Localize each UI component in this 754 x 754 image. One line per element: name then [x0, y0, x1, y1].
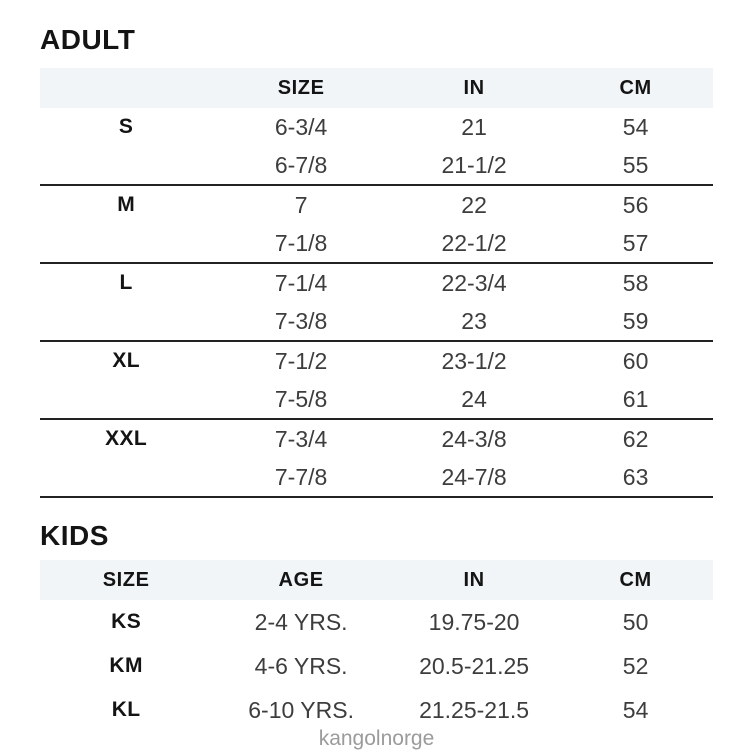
cm-cell: 58 [622, 269, 649, 296]
table-row [40, 302, 713, 340]
size-label-cell: KL [111, 698, 141, 721]
inches-cell: 21.25-21.5 [419, 696, 530, 723]
inches-cell: 23 [461, 307, 487, 334]
inches-cell: 22 [461, 191, 487, 218]
table-row [40, 644, 713, 688]
table-row [40, 186, 713, 224]
kids-header-cm: CM [619, 568, 652, 591]
adult-size-group-m [40, 186, 713, 264]
inches-cell: 22-3/4 [441, 269, 507, 296]
table-row [40, 380, 713, 418]
age-cell: 2-4 YRS. [254, 608, 348, 635]
adult-header-size: SIZE [277, 76, 325, 99]
cm-cell: 56 [622, 191, 649, 218]
hat-size-cell: 7-3/8 [274, 307, 328, 334]
table-row [40, 264, 713, 302]
table-row [40, 146, 713, 184]
hat-size-cell: 7-7/8 [274, 463, 328, 490]
hat-size-cell: 6-3/4 [274, 113, 328, 140]
adult-size-group-xl [40, 342, 713, 420]
kids-section-title: KIDS [40, 520, 109, 551]
table-row [40, 688, 713, 732]
kids-table-header-row [40, 560, 713, 600]
table-row [40, 600, 713, 644]
table-row [40, 458, 713, 496]
adult-size-group-xxl [40, 420, 713, 498]
inches-cell: 23-1/2 [441, 347, 507, 374]
hat-size-cell: 7 [294, 191, 308, 218]
cm-cell: 55 [622, 151, 649, 178]
inches-cell: 21 [461, 113, 487, 140]
adult-size-group-s [40, 108, 713, 186]
kids-header-age: AGE [278, 568, 324, 591]
inches-cell: 24-3/8 [441, 425, 507, 452]
hat-size-cell: 7-3/4 [274, 425, 328, 452]
adult-header-in: IN [463, 76, 485, 99]
cm-cell: 62 [622, 425, 649, 452]
kids-header-size: SIZE [102, 568, 150, 591]
hat-size-cell: 6-7/8 [274, 151, 328, 178]
cm-cell: 50 [622, 608, 649, 635]
inches-cell: 24 [461, 385, 487, 412]
size-label-cell: XXL [105, 427, 148, 450]
adult-section-title: ADULT [40, 24, 136, 55]
cm-cell: 54 [622, 113, 649, 140]
cm-cell: 63 [622, 463, 649, 490]
cm-cell: 54 [622, 696, 649, 723]
brand-watermark: kangolnorge [318, 727, 435, 750]
adult-size-group-l [40, 264, 713, 342]
adult-table-header-row [40, 68, 713, 108]
table-row [40, 342, 713, 380]
inches-cell: 19.75-20 [428, 608, 520, 635]
cm-cell: 59 [622, 307, 649, 334]
hat-size-cell: 7-5/8 [274, 385, 328, 412]
cm-cell: 57 [622, 229, 649, 256]
inches-cell: 22-1/2 [441, 229, 507, 256]
hat-size-cell: 7-1/2 [274, 347, 328, 374]
size-label-cell: S [118, 115, 134, 138]
hat-size-cell: 7-1/4 [274, 269, 328, 296]
age-cell: 6-10 YRS. [248, 696, 354, 723]
cm-cell: 61 [622, 385, 649, 412]
adult-header-cm: CM [619, 76, 652, 99]
size-label-cell: KS [111, 610, 142, 633]
inches-cell: 24-7/8 [441, 463, 507, 490]
cm-cell: 60 [622, 347, 649, 374]
cm-cell: 52 [622, 652, 649, 679]
size-label-cell: L [119, 271, 133, 294]
inches-cell: 20.5-21.25 [419, 652, 530, 679]
size-label-cell: KM [109, 654, 143, 677]
kids-header-in: IN [463, 568, 485, 591]
table-row [40, 108, 713, 146]
table-row [40, 420, 713, 458]
age-cell: 4-6 YRS. [254, 652, 348, 679]
size-label-cell: XL [112, 349, 140, 372]
size-label-cell: M [117, 193, 136, 216]
inches-cell: 21-1/2 [441, 151, 507, 178]
hat-size-cell: 7-1/8 [274, 229, 328, 256]
table-row [40, 224, 713, 262]
